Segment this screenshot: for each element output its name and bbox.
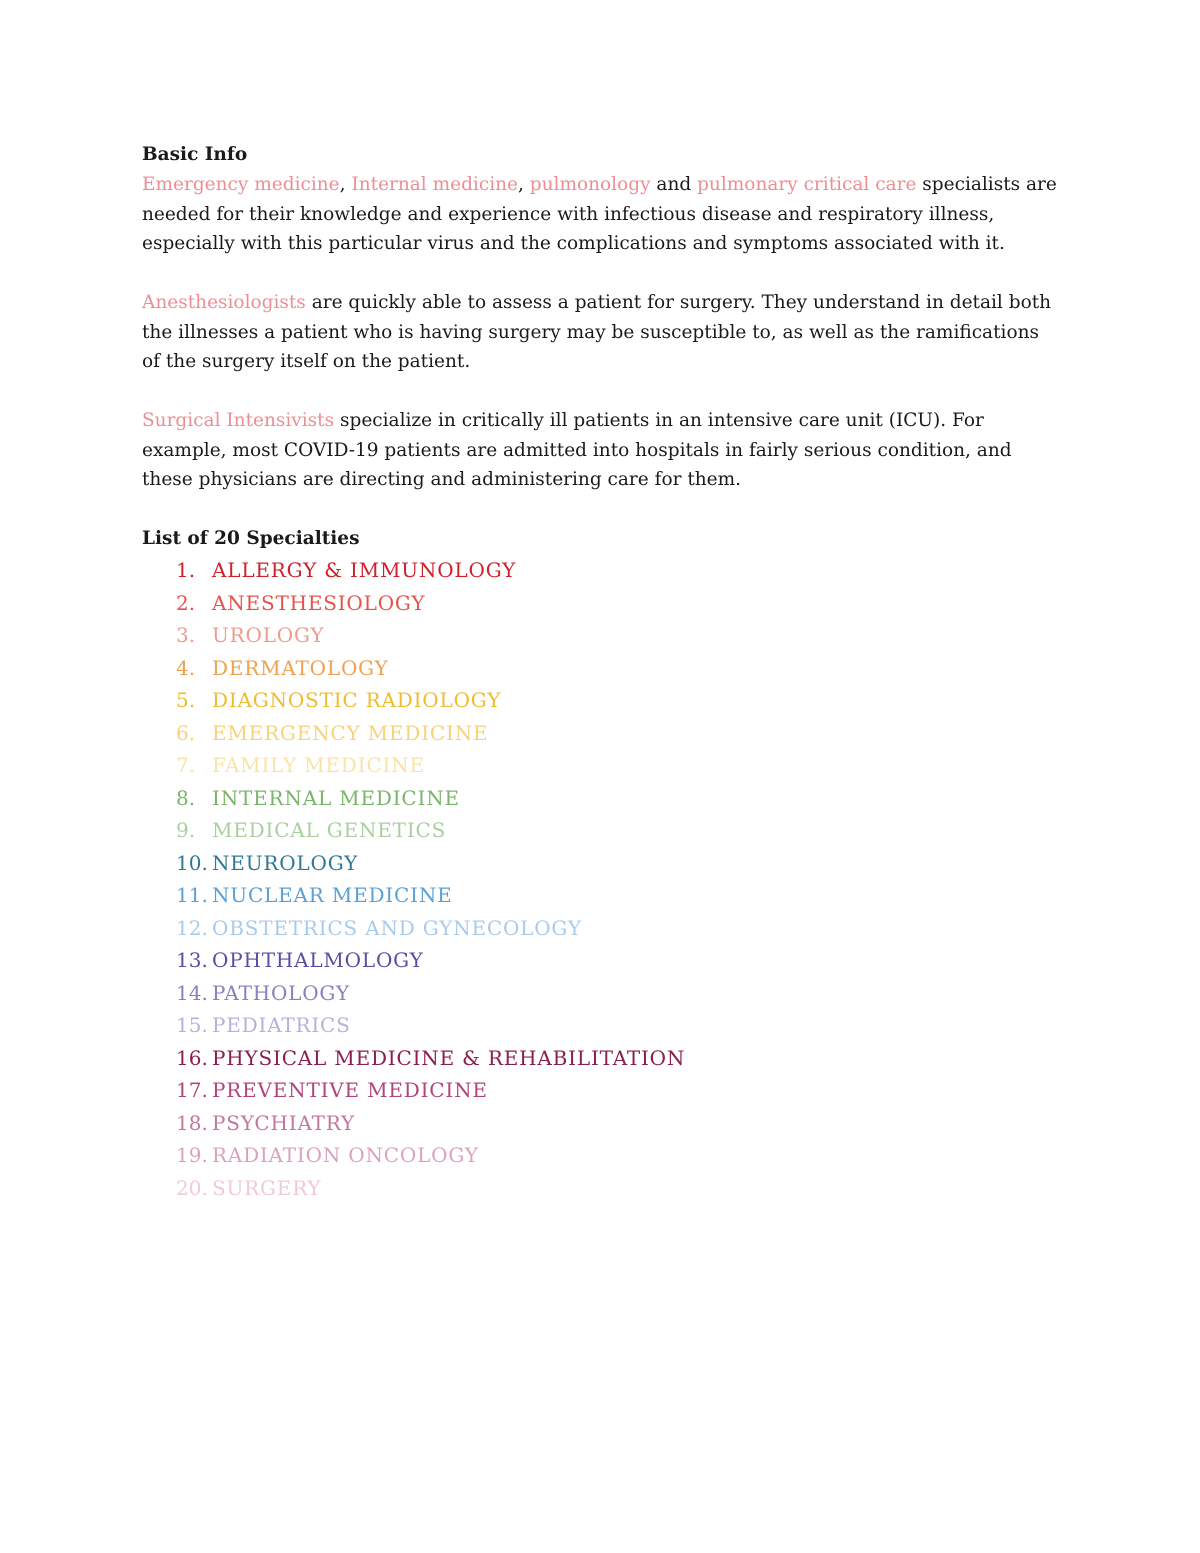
list-item-number: 16. <box>176 1045 208 1070</box>
list-item <box>176 814 1062 847</box>
list-item <box>176 1107 1062 1140</box>
list-item <box>176 717 1062 750</box>
list-item <box>176 554 1062 587</box>
list-item-number: 9. <box>176 818 196 842</box>
list-item-number: 15. <box>176 1013 208 1037</box>
highlight-internal-medicine: Internal medicine <box>351 174 518 195</box>
list-item-number: 5. <box>176 688 196 712</box>
list-item <box>176 1009 1062 1042</box>
list-item-name: EMERGENCY MEDICINE <box>212 720 489 745</box>
list-item-number: 2. <box>176 590 196 615</box>
list-item-name: FAMILY MEDICINE <box>212 753 425 777</box>
list-item <box>176 1042 1062 1075</box>
list-item <box>176 1172 1062 1205</box>
list-item <box>176 619 1062 652</box>
list-item-name: ALLERGY & IMMUNOLOGY <box>212 558 517 582</box>
list-item-number: 20. <box>176 1175 208 1200</box>
specialties-list <box>142 554 1062 1204</box>
list-item-name: NUCLEAR MEDICINE <box>212 883 453 907</box>
list-item-name: SURGERY <box>212 1175 322 1200</box>
specialties-heading: List of 20 Specialties <box>142 528 360 549</box>
list-item-name: UROLOGY <box>212 623 325 647</box>
list-item-name: MEDICAL GENETICS <box>212 818 447 842</box>
list-item <box>176 652 1062 685</box>
list-item-number: 13. <box>176 948 208 972</box>
highlight-pulmonary-critical-care: pulmonary critical care <box>697 174 917 195</box>
list-item-name: OPHTHALMOLOGY <box>212 948 424 972</box>
list-item-name: PATHOLOGY <box>212 980 350 1005</box>
list-item-number: 10. <box>176 850 208 875</box>
list-item-number: 3. <box>176 623 196 647</box>
document-page <box>142 140 1062 1204</box>
list-item-name: ANESTHESIOLOGY <box>212 590 426 615</box>
list-item <box>176 749 1062 782</box>
list-item-name: PEDIATRICS <box>212 1013 351 1037</box>
list-item-number: 19. <box>176 1143 208 1167</box>
list-item <box>176 977 1062 1010</box>
list-item-name: RADIATION ONCOLOGY <box>212 1143 479 1167</box>
list-item-name: OBSTETRICS AND GYNECOLOGY <box>212 915 582 940</box>
list-item-number: 8. <box>176 785 196 810</box>
list-item <box>176 1139 1062 1172</box>
list-item-number: 7. <box>176 753 196 777</box>
list-item-number: 6. <box>176 720 196 745</box>
list-item <box>176 944 1062 977</box>
list-item-number: 14. <box>176 980 208 1005</box>
list-item-name: PREVENTIVE MEDICINE <box>212 1078 488 1102</box>
list-item-name: DERMATOLOGY <box>212 655 389 680</box>
list-item <box>176 587 1062 620</box>
highlight-surgical-intensivists: Surgical Intensivists <box>142 410 335 431</box>
list-item <box>176 879 1062 912</box>
highlight-pulmonology: pulmonology <box>529 174 651 195</box>
list-item-name: DIAGNOSTIC RADIOLOGY <box>212 688 502 712</box>
paragraph-specialists: Emergency medicine, Internal medicine, pulmonology and pulmonary critical care specialists are needed for their knowledge and experience with infectious disease and respiratory illness, especially with this particular virus and the complications and symptoms associated with it. <box>142 174 1057 254</box>
list-item-number: 12. <box>176 915 208 940</box>
paragraph-surgical-intensivists: Surgical Intensivists specialize in critically ill patients in an intensive care unit (ICU). For example, most COVID-19 patients are admitted into hospitals in fairly serious condition, and these physicians are directing and administering care for them. <box>142 410 1012 490</box>
list-item <box>176 684 1062 717</box>
list-item-name: PSYCHIATRY <box>212 1110 355 1135</box>
basic-info-heading: Basic Info <box>142 144 248 165</box>
list-item-number: 4. <box>176 655 196 680</box>
list-item-number: 1. <box>176 558 196 582</box>
list-item-name: NEUROLOGY <box>212 850 359 875</box>
list-item <box>176 1074 1062 1107</box>
highlight-emergency-medicine: Emergency medicine <box>142 174 340 195</box>
list-item-number: 11. <box>176 883 208 907</box>
list-item-number: 17. <box>176 1078 208 1102</box>
paragraph-anesthesiologists: Anesthesiologists are quickly able to assess a patient for surgery. They understand in detail both the illnesses a patient who is having surgery may be susceptible to, as well as the ramifications of the surgery itself on the patient. <box>142 292 1052 372</box>
list-item-name: INTERNAL MEDICINE <box>212 785 460 810</box>
list-item <box>176 782 1062 815</box>
list-item-name: PHYSICAL MEDICINE & REHABILITATION <box>212 1045 686 1070</box>
highlight-anesthesiologists: Anesthesiologists <box>142 292 306 313</box>
list-item <box>176 912 1062 945</box>
list-item <box>176 847 1062 880</box>
list-item-number: 18. <box>176 1110 208 1135</box>
